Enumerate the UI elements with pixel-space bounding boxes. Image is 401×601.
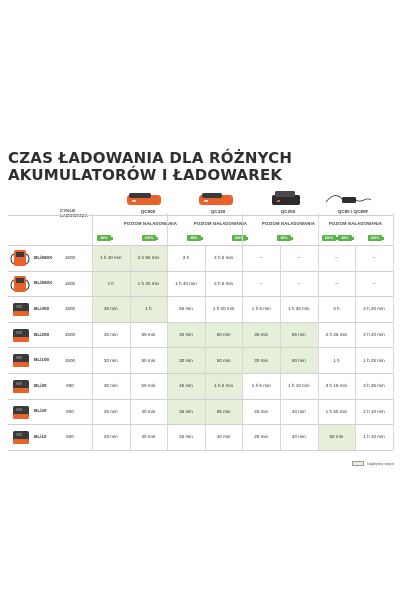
charging-time-cell: 45 min — [179, 383, 193, 389]
charging-time-cell: 1 h 50 min — [325, 408, 348, 414]
battery-100-icon: 100% — [322, 235, 336, 241]
charging-time-cell: 1 h 5 min — [251, 383, 271, 389]
charging-time-cell: 50 min — [141, 383, 156, 389]
battery-80-icon: 80% — [277, 235, 291, 241]
charging-time-cell: – — [372, 255, 376, 261]
battery-icon — [10, 299, 32, 319]
charging-time-cell: 3 h 15 min — [325, 383, 348, 389]
charging-time-cell: 50 min — [329, 434, 344, 440]
page-title — [8, 150, 393, 184]
battery-100-icon: 100% — [232, 235, 246, 241]
charging-time-cell: – — [335, 280, 338, 286]
charging-time-cell: 25 min — [254, 408, 269, 414]
charging-time-cell: 4 h — [333, 306, 340, 312]
charging-time-cell: 40 min — [291, 408, 306, 414]
backpack-battery-icon — [10, 274, 32, 294]
charging-time-cell: 25 min — [254, 434, 269, 440]
battery-80-icon: 80% — [97, 235, 111, 241]
charge-level-label-qc250: POZIOM NAŁADOWANIA — [261, 221, 316, 226]
charging-time-cell: 40 min — [141, 408, 156, 414]
charging-time-cell: 50 min — [141, 332, 156, 338]
title-line-2: AKUMULATORÓW I ŁADOWAREK — [8, 166, 283, 184]
battery-model-label: BLi100 — [34, 357, 50, 363]
battery-80-icon: 80% — [187, 235, 201, 241]
charging-time-cell: 30 min — [103, 383, 118, 389]
charging-time-cell: 2 h 40 min — [363, 332, 385, 338]
charging-time-cell: 1 h 30 min — [288, 306, 310, 312]
header-divider — [8, 215, 393, 216]
orange-charger-icon — [198, 192, 234, 206]
title-line-1: CZAS ŁADOWANIA DLA RÓŻNYCH — [8, 149, 293, 167]
charging-time-cell: 50 min — [216, 332, 231, 338]
charging-time-cell: 50 min — [291, 357, 306, 363]
charging-time-cell: 4 h 20 min — [363, 306, 385, 312]
battery-80-icon: 80% — [338, 235, 352, 241]
charging-time-cell: 25 min — [103, 408, 118, 414]
charging-time-cell: 40 min — [291, 434, 306, 440]
battery-icon — [10, 376, 32, 396]
charging-time-cell: 1 h 25 min — [363, 357, 385, 363]
battery-model-label: BLi200 — [34, 331, 50, 337]
cycles-cell: 1500 — [64, 357, 76, 363]
cycles-column-header — [60, 208, 88, 218]
cycles-label-line-2: ŁADOWANIA — [60, 213, 88, 218]
battery-model-label: BLi10 — [34, 434, 47, 439]
charging-time-cell: 1 h 40 min — [100, 255, 122, 261]
charge-level-label-qc330: POZIOM NAŁADOWANIA — [193, 221, 248, 226]
charging-time-cell: 1 h 10 min — [363, 434, 385, 440]
charging-time-cell: 1 h 25 min — [137, 280, 160, 286]
cycles-cell: 1500 — [64, 306, 76, 312]
charging-time-cell: – — [297, 255, 301, 261]
charging-time-cell: 3 h 35 min — [363, 383, 385, 389]
charging-time-cell: 2 h 10 min — [363, 408, 385, 414]
charging-time-cell: 1 h 5 min — [214, 383, 234, 389]
battery-icon — [10, 427, 32, 447]
charging-time-cell: 40 min — [141, 434, 156, 440]
battery-100-icon: 100% — [368, 235, 382, 241]
charging-time-cell: 55 min — [179, 306, 193, 312]
charger-name-qc330: QC330 — [210, 209, 226, 214]
charger-name-qc80: QC80 / QC80F — [337, 209, 369, 214]
charging-time-cell: 1 h 5 min — [251, 306, 271, 312]
charging-time-cell: 50 min — [216, 357, 231, 363]
best-choice-swatch — [352, 461, 364, 466]
charging-time-cell: 2 h 25 min — [325, 332, 348, 338]
charge-level-label-qc80: POZIOM NAŁADOWANIA — [328, 221, 383, 226]
charging-time-cell: 2 h 55 min — [137, 255, 160, 261]
charger-name-qc250: QC250 — [280, 209, 296, 214]
black-charger-icon — [271, 190, 301, 206]
charging-time-cell: – — [259, 280, 263, 286]
charging-time-cell: 40 min — [216, 434, 231, 440]
charging-time-cell: 55 min — [216, 408, 231, 414]
battery-icon — [10, 325, 32, 345]
charging-time-cell: – — [335, 255, 338, 261]
charging-time-cell: 30 min — [179, 357, 193, 363]
battery-icon — [10, 350, 32, 370]
legend-label: Najlepszy wybór — [367, 461, 395, 466]
charging-time-cell: – — [259, 255, 263, 261]
charging-time-cell: 55 min — [291, 332, 306, 338]
charge-level-label-qc500: POZIOM NAŁADOWANIA — [123, 221, 178, 226]
charging-time-cell: 25 min — [179, 434, 193, 440]
charging-time-cell: 1 h — [107, 280, 114, 286]
battery-icon — [10, 402, 32, 422]
cycles-cell: 1500 — [64, 280, 76, 286]
charging-time-cell: 30 min — [103, 332, 118, 338]
charging-time-cell: 1 h 10 min — [288, 383, 310, 389]
row-divider — [8, 450, 393, 451]
legend — [352, 461, 395, 466]
charging-time-cell: 35 min — [254, 332, 269, 338]
column-divider — [393, 213, 394, 450]
cycles-cell: 600 — [66, 383, 74, 389]
power-adapter-icon — [324, 192, 372, 206]
cycles-cell: 600 — [66, 408, 74, 414]
backpack-battery-icon — [10, 248, 32, 268]
charging-time-table — [8, 188, 393, 450]
charging-time-cell: 2 h 5 min — [214, 280, 234, 286]
cycles-label-line-1: CYKLE — [60, 208, 76, 213]
battery-model-label: BLi30 — [34, 382, 47, 388]
battery-model-label: BLi550X — [34, 280, 53, 286]
charger-name-qc500: QC500 — [140, 209, 156, 214]
charging-time-cell: – — [297, 280, 301, 286]
charging-time-cell: 30 min — [179, 332, 193, 338]
charging-time-cell: 30 min — [103, 357, 118, 363]
battery-100-icon: 100% — [142, 235, 156, 241]
charging-time-cell: – — [372, 280, 376, 286]
cycles-cell: 600 — [66, 434, 74, 440]
charging-time-cell: 35 min — [103, 306, 118, 312]
charging-time-cell: 50 min — [141, 357, 156, 363]
battery-model-label: BLi300 — [34, 306, 50, 311]
charging-time-cell: 3 h — [182, 255, 190, 261]
orange-charger-icon — [126, 192, 162, 206]
charging-time-cell: 1 h — [145, 306, 152, 312]
cycles-cell: 1500 — [64, 255, 76, 261]
charging-time-cell: 30 min — [254, 357, 269, 363]
charging-time-cell: 35 min — [179, 408, 193, 414]
charging-time-cell: 25 min — [103, 434, 118, 440]
cycles-cell: 1500 — [64, 332, 76, 338]
charging-time-cell: 1 h — [333, 357, 340, 363]
charging-time-cell: 4 h 5 min — [214, 255, 234, 261]
charging-time-cell: 1 h 40 min — [175, 280, 197, 286]
charging-time-cell: 1 h 20 min — [212, 306, 235, 312]
battery-model-label: BLi950X — [34, 254, 53, 260]
battery-model-label: BLi20 — [34, 408, 47, 414]
